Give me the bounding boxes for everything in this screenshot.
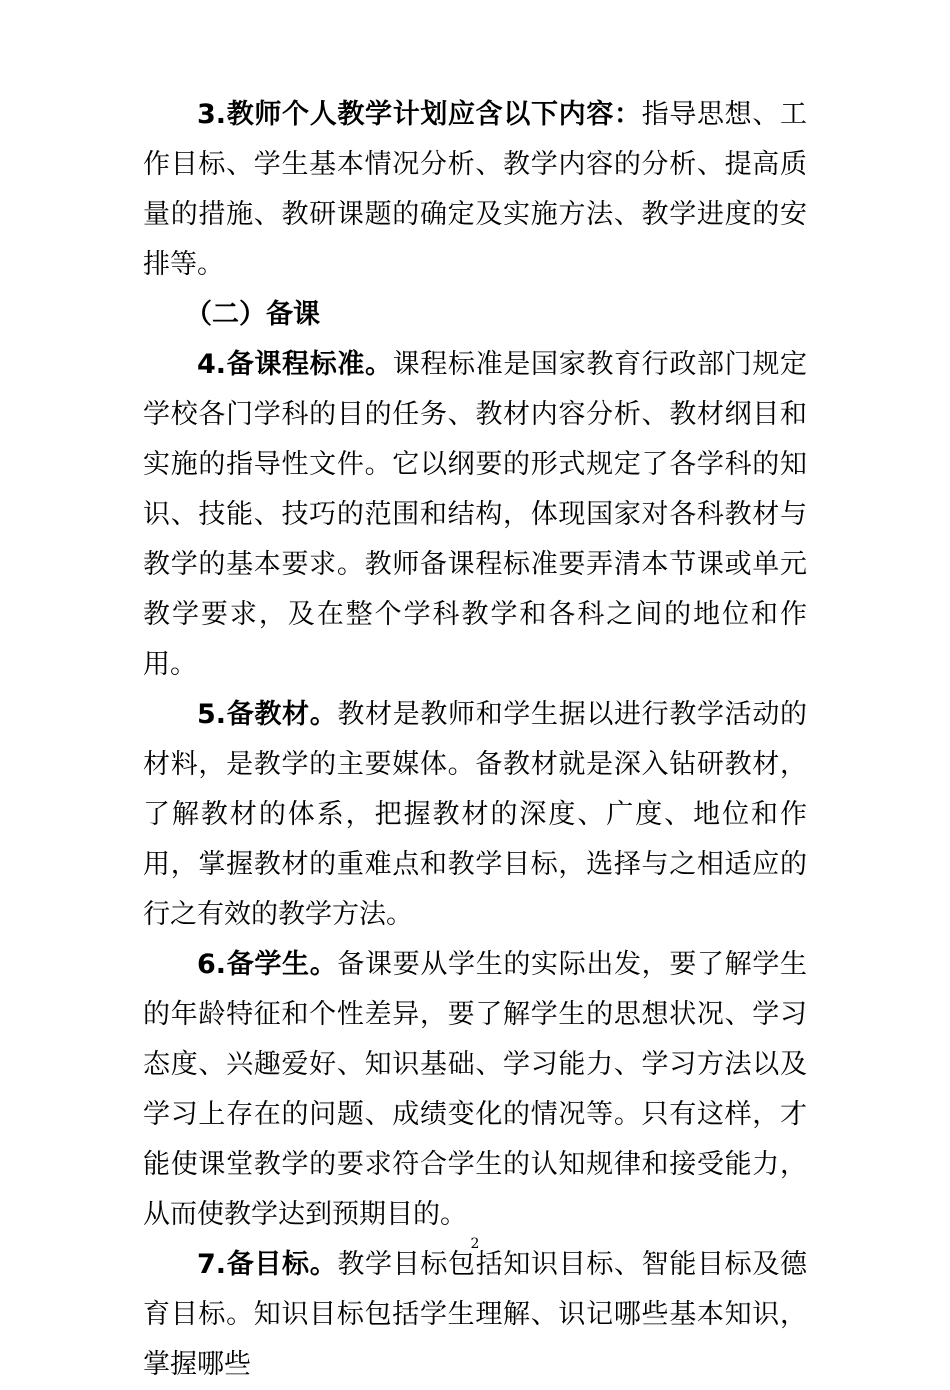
paragraph-text: 指导思想、工作目标、学生基本情况分析、教学内容的分析、提高质量的措施、教研课题的确定及实施方法、教学进度的安排等。	[143, 99, 808, 280]
paragraph-text: 备课要从学生的实际出发，要了解学生的年龄特征和个性差异，要了解学生的思想状况、学习态度、兴趣爱好、知识基础、学习能力、学习方法以及学习上存在的问题、成绩变化的情况等。只有这样，才能使课堂教学的要求符合学生的认知规律和接受能力，从而使教学达到预期目的。	[143, 949, 808, 1230]
paragraph-lesson-plan-contents	[143, 90, 807, 290]
paragraph-objectives	[143, 1240, 807, 1390]
section-heading: （二）备课	[185, 299, 320, 330]
paragraph-lead: 7.备目标。	[197, 1249, 338, 1280]
paragraph-students	[143, 940, 807, 1240]
body-text	[143, 90, 807, 1390]
paragraph-lead: 5.备教材。	[197, 699, 338, 730]
paragraph-text: 课程标准是国家教育行政部门规定学校各门学科的目的任务、教材内容分析、教材纲目和实施的指导性文件。它以纲要的形式规定了各学科的知识、技能、技巧的范围和结构，体现国家对各科教材与教学的基本要求。教师备课程标准要弄清本节课或单元教学要求，及在整个学科教学和各科之间的地位和作用。	[143, 349, 808, 680]
paragraph-lead: 6.备学生。	[197, 949, 338, 980]
page-number: 2	[470, 1236, 480, 1252]
paragraph-lead: 3.教师个人教学计划应含以下内容：	[197, 99, 642, 130]
paragraph-textbook	[143, 690, 807, 940]
paragraph-curriculum-standards	[143, 340, 807, 690]
paragraph-text: 教材是教师和学生据以进行教学活动的材料，是教学的主要媒体。备教材就是深入钻研教材，了解教材的体系，把握教材的深度、广度、地位和作用，掌握教材的重难点和教学目标，选择与之相适应的行之有效的教学方法。	[143, 699, 808, 930]
paragraph-lead: 4.备课程标准。	[197, 349, 393, 380]
paragraph-text: 教学目标包括知识目标、智能目标及德育目标。知识目标包括学生理解、识记哪些基本知识，掌握哪些	[143, 1249, 808, 1380]
